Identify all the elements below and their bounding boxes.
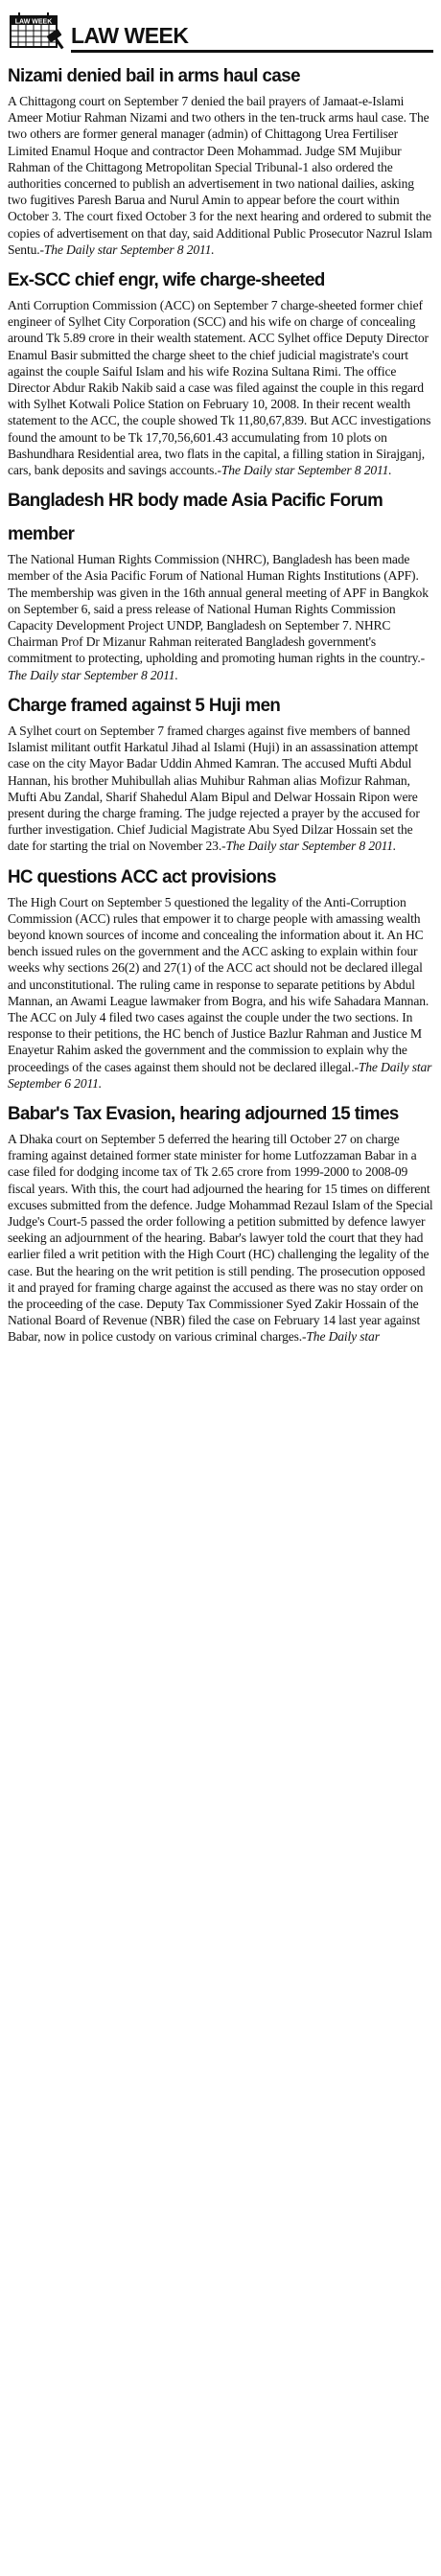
article-body [8,93,433,258]
section-masthead [8,8,433,54]
article-body [8,551,433,683]
article-text: The High Court on September 5 questioned the legality of the Anti-Corruption Commission (ACC) rules that empower it to charge people with amassing wealth beyond known sources of income and concealing the information about it. An HC bench issued rules on the government and the ACC asking to explain within four weeks why sections 26(2) and 27(1) of the ACC act should not be declared illegal and unconstitutional. The ruling came in response to separate petitions by Abdul Mannan, an Awami League lawmaker from Bogra, and his wife Sahadara Mannan. The ACC on July 4 filed two cases against the couple under the two sections. In response to their petitions, the HC bench of Justice Bazlur Rahman and Justice M Enayetur Rahim asked the government and the commission to explain why the proceedings of the cases against them should not be declared illegal.- [8,894,429,1074]
article-text: The National Human Rights Commission (NHRC), Bangladesh has been made member of the Asia Pacific Forum of National Human Rights Institutions (APF). The membership was given in the 16th annual general meeting of APF in Bangkok on September 6, said a press release of National Human Rights Commission Capacity Development Project UNDP, Bangladesh on September 7. NHRC Chairman Prof Dr Mizanur Rahman reiterated Bangladesh government's commitment to protecting, upholding and promoting human rights in the country.- [8,552,429,666]
article-headline: Bangladesh HR body made Asia Pacific Forum member [8,490,383,545]
article-body [8,723,433,855]
law-week-logo [8,11,67,51]
article-headline: Nizami denied bail in arms haul case [8,65,300,86]
article-headline: Babar's Tax Evasion, hearing adjourned 15 times [8,1102,399,1124]
article-source: The Daily star September 8 2011. [43,242,215,257]
article-headline: Charge framed against 5 Huji men [8,694,281,716]
article-scc-engineer [8,264,433,478]
section-title: LAW WEEK [71,21,433,53]
logo-text: LAW WEEK [14,18,53,26]
article-huji-charge [8,689,433,855]
article-body [8,1131,433,1346]
article-hr-body-apf [8,484,433,683]
article-source: The Daily star September 8 2011. [225,839,397,854]
article-body [8,894,433,1092]
article-source: The Daily star September 6 2011. [8,1059,432,1091]
article-babar-tax [8,1097,433,1346]
article-headline: Ex-SCC chief engr, wife charge-sheeted [8,269,325,291]
article-body [8,297,433,478]
article-text: A Dhaka court on September 5 deferred the hearing till October 27 on charge framing against detained former state minister for home Lutfozzaman Babar in a case filed for dodging income tax of Tk 2.65 crore from 1999-2000 to 2008-09 fiscal years. With this, the court had adjourned the hearing for 15 times on different excuses submitted from the defence. Judge Mohammad Rezaul Islam of the Special Judge's Court-5 passed the order following a petition submitted by defence lawyer seeking an adjournment of the hearing. Babar's lawyer told the court that they had earlier filed a writ petition with the High Court (HC) challenging the legality of the case. But the hearing on the writ petition is still pending. The prosecution opposed it and prayed for framing charge against the accused as there was no stay order on the proceeding of the case. Deputy Tax Commissioner Syed Zakir Hossain of the National Board of Revenue (NBR) filed the case on February 14 last year against Babar, now in police custody on various criminal charges.- [8,1131,433,1345]
article-source: The Daily star September 8 2011. [8,667,178,682]
article-headline: HC questions ACC act provisions [8,865,276,887]
article-text: A Sylhet court on September 7 framed charges against five members of banned Islamist militant outfit Harkatul Jihad al Islami (Huji) in an assassination attempt case on the city Mayor Badar Uddin Ahmed Kamran. The accused Mufti Abdul Hannan, his brother Muhibullah alias Muhibur Rahman alias Mofizur Rahman, Mufti Abu Zandal, Sharif Shahedul Alam Bipul and Delwar Hossain Ripon were present during the charge framing. The judge rejected a prayer by the accused for further investigation. Chief Judicial Magistrate Abu Syed Dilzar Hossain set the date for starting the trial on November 23.- [8,723,420,854]
article-source: The Daily star [306,1329,380,1345]
article-nizami-bail [8,59,433,258]
article-text: Anti Corruption Commission (ACC) on September 7 charge-sheeted former chief engineer of Sylhet City Corporation (SCC) and his wife on charge of concealing around Tk 5.89 crore in their wealth statement. ACC Sylhet office Deputy Director Enamul Basir submitted the charge sheet to the chief judicial magistrate's court against the couple Saiful Islam and his wife Rozina Sultana Rimi. The office Director Abdur Rakib Nakib said a case was filed against the couple in this regard with Sylhet Kotwali Police Station on February 10, 2008. In their recent wealth statement to the ACC, the couple showed Tk 11,80,67,839. But ACC investigations found the amount to be Tk 17,70,56,601.43 accumulating from 10 plots on Bashundhara Residential area, two flats in the capital, a filling station in Sirajganj, cars, bank deposits and savings accounts.- [8,298,431,478]
calendar-gavel-icon [8,11,67,51]
article-text: A Chittagong court on September 7 denied the bail prayers of Jamaat-e-Islami Ameer Motiur Rahman Nizami and two others in the ten-truck arms haul case. The two others are former general manager (admin) of Chittagong Urea Fertiliser Limited Enamul Hoque and contractor Deen Mohammad. Judge SM Mujibur Rahman of the Chittagong Metropolitan Special Tribunal-1 also ordered the authorities concerned to publish an advertisement in two national dailies, asking two fugitives Paresh Barua and Nurul Amin to appear before the court within October 3. The court fixed October 3 for the next hearing and ordered to submit the copies of advertisement on that day, said Additional Public Prosecutor Nazrul Islam Sentu.- [8,94,432,257]
article-source: The Daily star September 8 2011. [220,463,392,478]
article-hc-acc-act [8,861,433,1092]
